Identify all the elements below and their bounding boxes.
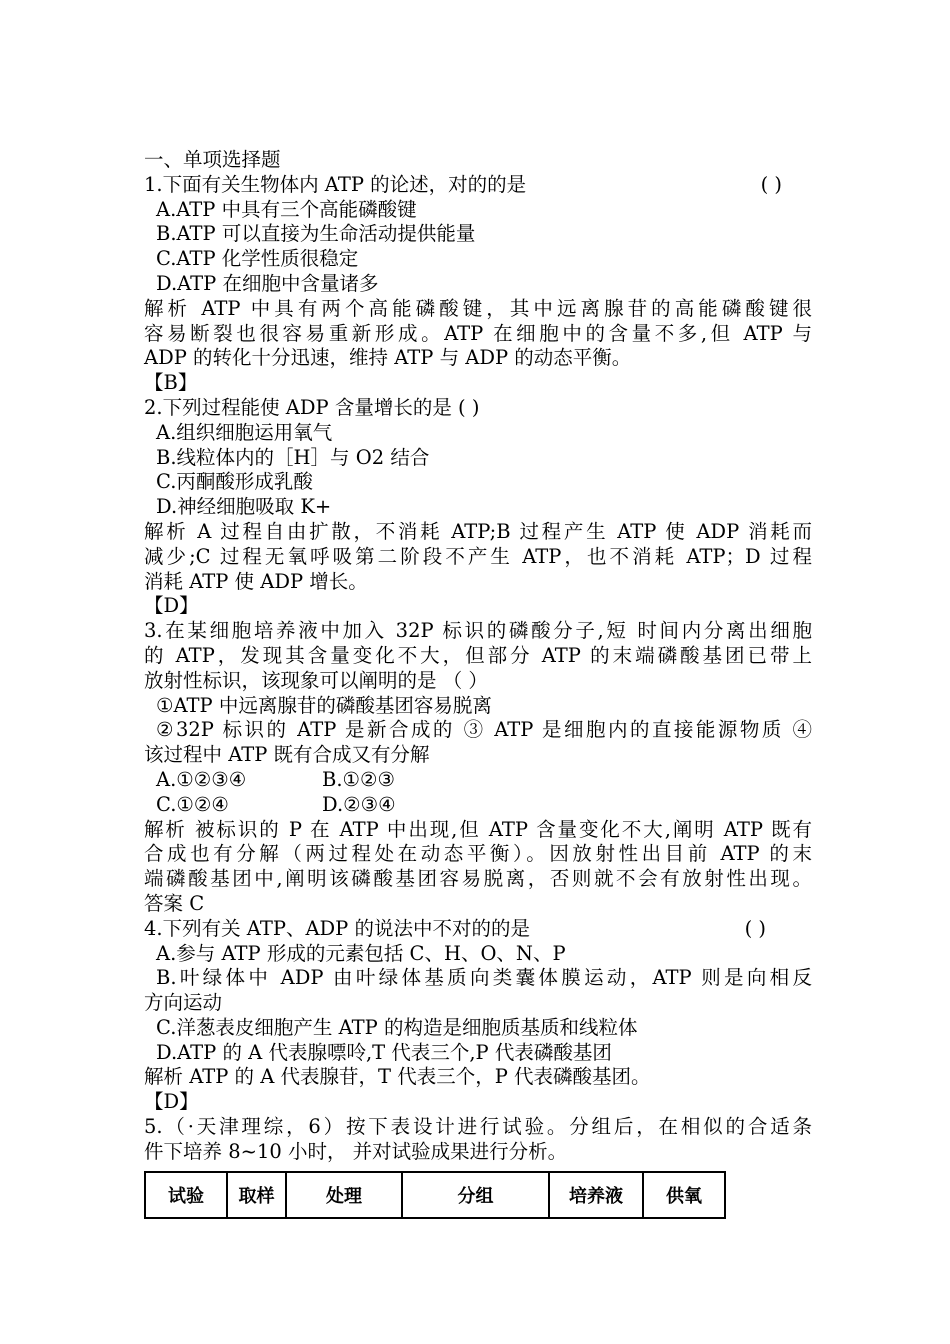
question-3-option-c: C.①②④ — [156, 792, 229, 816]
experiment-table — [144, 1171, 726, 1219]
question-2-option-b: B.线粒体内的［H］与 O2 结合 — [156, 445, 430, 469]
section-title: 一、单项选择题 — [144, 148, 281, 171]
question-4-option-a: A.参与 ATP 形成的元素包括 C、H、O、N、P — [156, 941, 566, 965]
question-2-analysis-line-3: 消耗 ATP 使 ADP 增长。 — [144, 569, 368, 593]
question-1-option-b: B.ATP 可以直接为生命活动提供能量 — [156, 222, 476, 246]
table-header-cell: 供氧 — [643, 1172, 725, 1218]
question-3-statement-line-2: ②32P 标识的 ATP 是新合成的 ③ ATP 是细胞内的直接能源物质 ④ — [156, 718, 812, 742]
document-page — [144, 148, 812, 1219]
question-1-answer: 【B】 — [144, 371, 198, 395]
question-2-option-a: A.组织细胞运用氧气 — [156, 420, 333, 444]
question-4-option-b-line-2: 方向运动 — [144, 991, 223, 1015]
table-header-cell: 培养液 — [549, 1172, 643, 1218]
question-1-stem: 1.下面有关生物体内 ATP 的论述，对的的是 — [144, 172, 527, 196]
table-header-cell: 处理 — [286, 1172, 402, 1218]
question-2-analysis-line-1: 解析 A 过程自由扩散，不消耗 ATP;B 过程产生 ATP 使 ADP 消耗而 — [144, 519, 812, 543]
question-3-stem-line-1: 3.在某细胞培养液中加入 32P 标识的磷酸分子,短 时间内分离出细胞 — [144, 619, 812, 643]
table-header-cell: 取样 — [227, 1172, 286, 1218]
question-4-option-d: D.ATP 的 A 代表腺嘌呤,T 代表三个,P 代表磷酸基团 — [156, 1040, 612, 1064]
question-1-analysis-line-2: 容易断裂也很容易重新形成。ATP 在细胞中的含量不多,但 ATP 与 — [144, 321, 812, 345]
question-4-answer: 【D】 — [144, 1090, 199, 1114]
question-1-option-d: D.ATP 在细胞中含量诸多 — [156, 271, 379, 295]
question-3-analysis-line-2: 合成也有分解（两过程处在动态平衡）。因放射性出目前 ATP 的末 — [144, 842, 812, 866]
question-3-option-b: B.①②③ — [322, 767, 395, 791]
question-3-options-row-2 — [144, 793, 812, 818]
question-4-stem: 4.下列有关 ATP、ADP 的说法中不对的的是 — [144, 916, 530, 940]
question-2-answer: 【D】 — [144, 594, 199, 618]
question-4-option-c: C.洋葱表皮细胞产生 ATP 的构造是细胞质基质和线粒体 — [156, 1015, 638, 1039]
question-3 — [144, 619, 812, 917]
question-3-stem-line-3: 放射性标识，该现象可以阐明的是 （ ） — [144, 668, 488, 692]
question-3-option-d: D.②③④ — [322, 792, 396, 816]
question-3-stem-line-2: 的 ATP，发现其含量变化不大，但部分 ATP 的末端磷酸基团已带上 — [144, 643, 812, 667]
question-1-option-a: A.ATP 中具有三个高能磷酸键 — [156, 197, 417, 221]
question-3-analysis-line-1: 解析 被标识的 P 在 ATP 中出现,但 ATP 含量变化不大,阐明 ATP 既有 — [144, 817, 812, 841]
question-5 — [144, 1115, 812, 1219]
question-1 — [144, 173, 812, 396]
question-4-stem-row — [144, 917, 812, 942]
question-1-stem-row — [144, 173, 812, 198]
question-4 — [144, 917, 812, 1115]
question-3-options-row-1 — [144, 768, 812, 793]
question-3-statement-line-1: ①ATP 中远离腺苷的磷酸基团容易脱离 — [156, 693, 492, 717]
question-3-option-a: A.①②③④ — [156, 767, 247, 791]
question-3-statement-line-3: 该过程中 ATP 既有合成又有分解 — [144, 743, 430, 767]
table-header-cell: 试验 — [145, 1172, 227, 1218]
question-3-answer: 答案 C — [144, 891, 205, 915]
question-2-option-d: D.神经细胞吸取 K+ — [156, 495, 332, 519]
table-header-cell: 分组 — [402, 1172, 549, 1218]
question-1-paren: ( ) — [760, 172, 782, 196]
question-1-option-c: C.ATP 化学性质很稳定 — [156, 247, 359, 271]
question-2-option-c: C.丙酮酸形成乳酸 — [156, 470, 313, 494]
question-3-analysis-line-3: 端磷酸基团中,阐明该磷酸基团容易脱离，否则就不会有放射性出现。 — [144, 867, 812, 891]
question-2-stem: 2.下列过程能使 ADP 含量增长的是 ( ) — [144, 395, 480, 419]
question-4-analysis: 解析 ATP 的 A 代表腺苷，T 代表三个，P 代表磷酸基团。 — [144, 1065, 651, 1089]
question-2-analysis-line-2: 减少;C 过程无氧呼吸第二阶段不产生 ATP，也不消耗 ATP；D 过程 — [144, 544, 812, 568]
question-1-analysis-line-3: ADP 的转化十分迅速，维持 ATP 与 ADP 的动态平衡。 — [144, 346, 632, 370]
experiment-table-header-row — [145, 1172, 725, 1218]
question-5-stem-line-2: 件下培养 8~10 小时， 并对试验成果进行分析。 — [144, 1139, 568, 1163]
question-4-paren: ( ) — [744, 916, 766, 940]
question-1-analysis-line-1: 解析 ATP 中具有两个高能磷酸键，其中远离腺苷的高能磷酸键很 — [144, 296, 812, 320]
question-2 — [144, 396, 812, 619]
question-5-stem-line-1: 5.（·天津理综，6）按下表设计进行试验。分组后，在相似的合适条 — [144, 1115, 812, 1139]
question-4-option-b-line-1: B.叶绿体中 ADP 由叶绿体基质向类囊体膜运动，ATP 则是向相反 — [156, 966, 812, 990]
